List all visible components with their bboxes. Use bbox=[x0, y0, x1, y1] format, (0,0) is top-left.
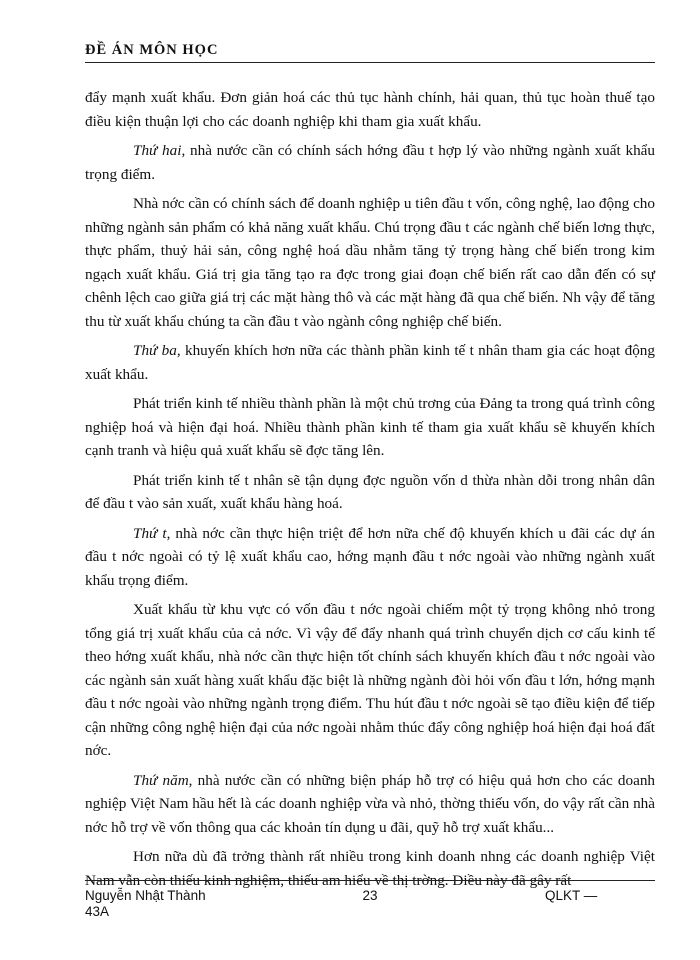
paragraph-lead: Thứ năm bbox=[133, 771, 189, 789]
footer-author: Nguyễn Nhật Thành 43A bbox=[85, 888, 206, 919]
paragraph-text: , nhà nớc cần thực hiện triệt để hơn nữa chế độ khuyến khích u đãi các dự án đầu t nớc ngoài có tỷ lệ xuất khẩu cao, hớng mạnh đầu t nớc ngoài vào những ngành xuất khẩu trọng điểm. bbox=[85, 524, 655, 589]
paragraph bbox=[85, 845, 655, 892]
paragraph bbox=[85, 769, 655, 840]
paragraph bbox=[85, 522, 655, 593]
paragraph-lead: Thứ ba bbox=[133, 342, 177, 359]
paragraph-text: Nhà nớc cần có chính sách để doanh nghiệp u tiên đầu t vốn, công nghệ, lao động cho những ngành sản phẩm có khả năng xuất khẩu. Chú trọng đầu t các ngành chế biến lơng thực, thực phẩm, thuỷ hải sản, công nghệ hoá dầu nhằm tăng tỷ trọng hàng chế biến trong kim ngạch xuất khẩu. Giá trị gia tăng tạo ra đợc trong giai đoạn chế biến rất cao dẫn đến có sự chênh lệch cao giữa giá trị các mặt hàng thô và các mặt hàng đã qua chế biến. Nh vậy để tăng thu từ xuất khẩu chúng ta cần đầu t vào ngành công nghiệp chế biến. bbox=[85, 195, 655, 330]
paragraph-text: Hơn nữa dù đã trởng thành rất nhiều trong kinh doanh nhng các doanh nghiệp Việt Nam vẫn còn thiếu kinh nghiệm, thiếu am hiểu về thị trờng. Điều này đã gây rất bbox=[85, 848, 655, 889]
paragraph-text: đẩy mạnh xuất khẩu. Đơn giản hoá các thủ tục hành chính, hải quan, thủ tục hoàn thuế tạo điều kiện thuận lợi cho các doanh nghiệp khi tham gia xuất khẩu. bbox=[85, 89, 655, 130]
paragraph bbox=[85, 339, 655, 386]
paragraph bbox=[85, 598, 655, 763]
paragraph-lead: Thứ t bbox=[133, 524, 167, 542]
paragraph bbox=[85, 192, 655, 333]
paragraph-text: Phát triển kinh tế t nhân sẽ tận dụng đợc nguồn vốn d thừa nhàn dỗi trong nhân dân để đầu t vào sản xuất, xuất khẩu hàng hoá. bbox=[85, 471, 655, 512]
document-body bbox=[85, 86, 655, 898]
paragraph bbox=[85, 469, 655, 516]
paragraph-lead: Thứ hai bbox=[133, 142, 182, 159]
paragraph-text: , nhà nước cần có chính sách hớng đầu t hợp lý vào những ngành xuất khẩu trọng điểm. bbox=[85, 142, 655, 183]
header-divider bbox=[85, 62, 655, 63]
paragraph-text: Phát triển kinh tế nhiều thành phần là một chủ trơng của Đảng ta trong quá trình công nghiệp hoá và hiện đại hoá. Nhiều thành phần kinh tế tham gia xuất khẩu sẽ khuyến khích cạnh tranh và hiệu quả xuất khẩu sẽ đợc tăng lên. bbox=[85, 395, 655, 459]
paragraph bbox=[85, 392, 655, 463]
page-header-title: ĐỀ ÁN MÔN HỌC bbox=[85, 42, 219, 58]
page-number: 23 bbox=[362, 888, 378, 903]
paragraph-text: , khuyến khích hơn nữa các thành phần kinh tế t nhân tham gia các hoạt động xuất khẩu. bbox=[85, 342, 655, 383]
paragraph-text: Xuất khẩu từ khu vực có vốn đầu t nớc ngoài chiếm một tỷ trọng không nhỏ trong tổng giá trị xuất khẩu của cả nớc. Vì vậy để đẩy nhanh quá trình chuyển dịch cơ cấu kinh tế theo hớng xuất khẩu, nhà nớc cần thực hiện tốt chính sách khuyến khích đầu t nớc ngoài vào các ngành sản xuất hàng xuất khẩu đặc biệt là những ngành đòi hỏi vốn đầu t lớn, hớng mạnh đầu t nớc ngoài vào những ngành trọng điểm. Thu hút đầu t nớc ngoài sẽ tạo điều kiện để tiếp cận những công nghệ hiện đại của nớc ngoài nhằm thúc đẩy công nghiệp hoá hiện đại hoá đất nớc. bbox=[85, 601, 655, 759]
footer-divider bbox=[85, 880, 655, 881]
footer-department: QLKT — bbox=[545, 888, 598, 903]
paragraph bbox=[85, 86, 655, 133]
paragraph bbox=[85, 139, 655, 186]
paragraph-text: , nhà nước cần có những biện pháp hỗ trợ có hiệu quả hơn cho các doanh nghiệp Việt Nam hầu hết là các doanh nghiệp vừa và nhỏ, thờng thiếu vốn, do vậy rất cần nhà nớc hỗ trợ về vốn thông qua các khoản tín dụng u đãi, quỹ hỗ trợ xuất khẩu... bbox=[85, 771, 656, 836]
